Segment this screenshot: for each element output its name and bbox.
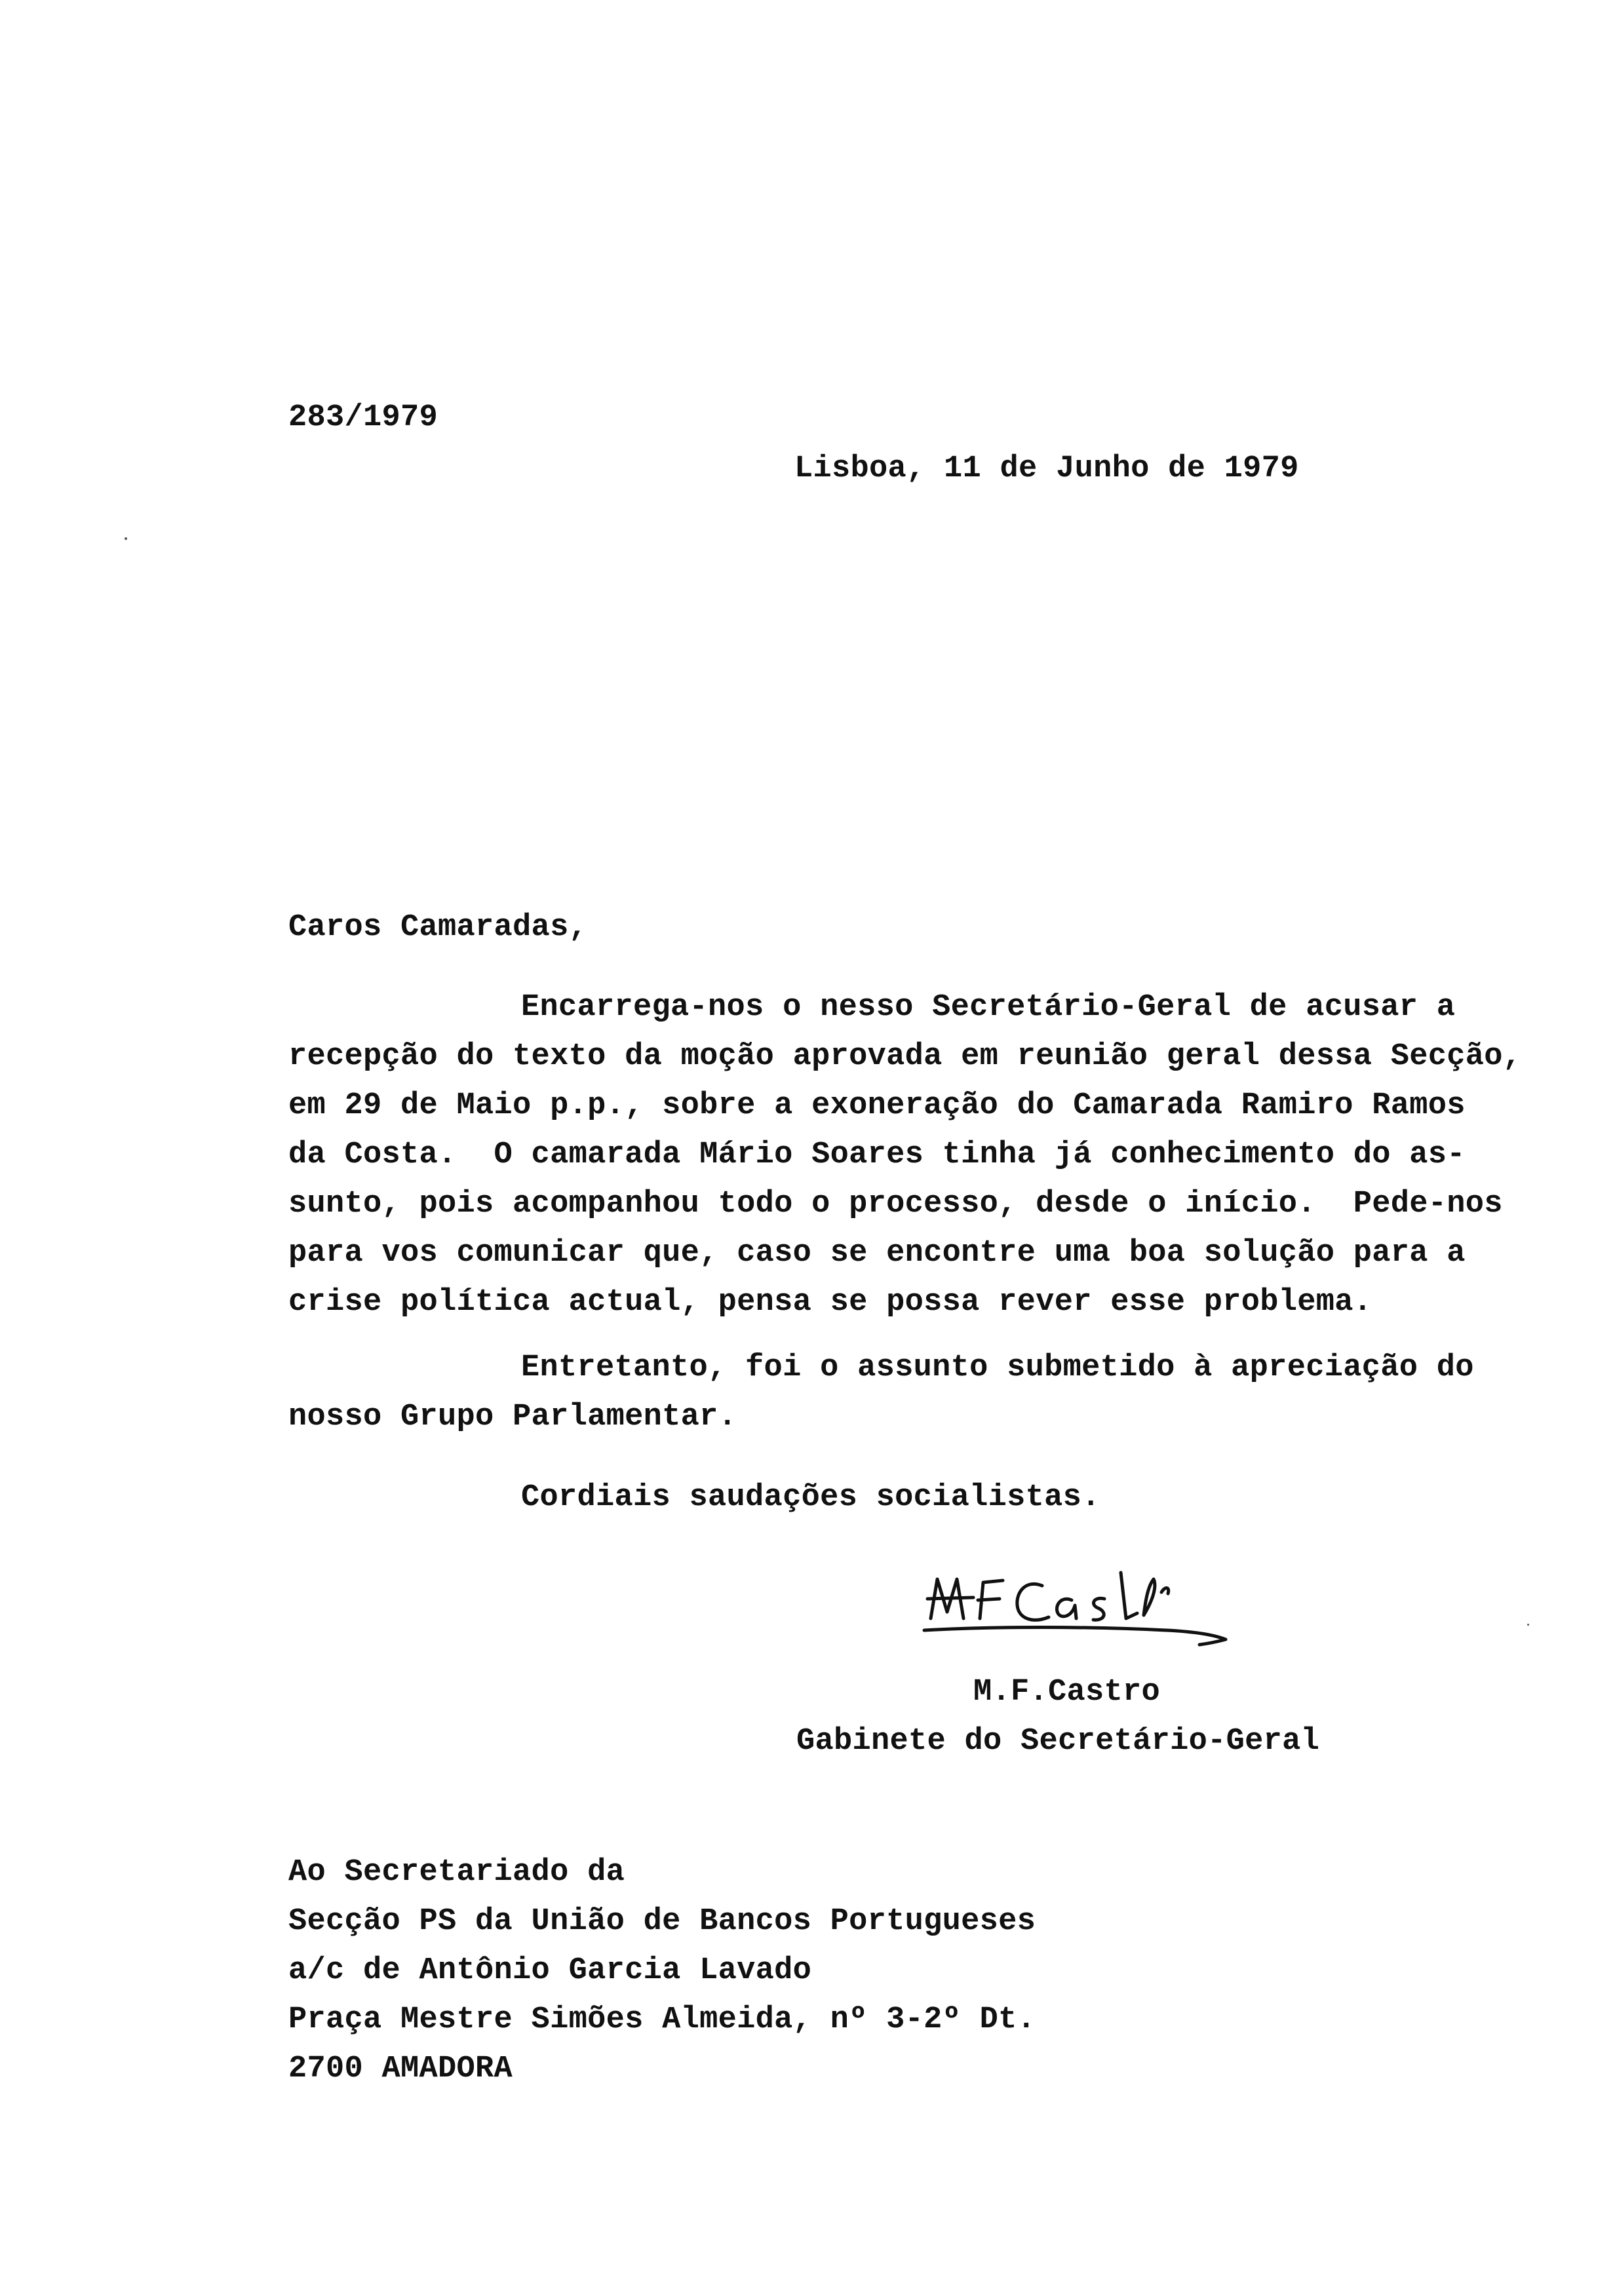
address-line-1: Ao Secretariado da	[288, 1855, 625, 1890]
salutation: Caros Camaradas,	[288, 910, 588, 945]
paragraph1-line-3: em 29 de Maio p.p., sobre a exoneração do Camarada Ramiro Ramos	[288, 1088, 1466, 1123]
address-line-2: Secção PS da União de Bancos Portugueses	[288, 1904, 1036, 1939]
reference-number: 283/1979	[288, 400, 438, 435]
signatory-title: Gabinete do Secretário-Geral	[796, 1724, 1320, 1759]
closing-line: Cordiais saudações socialistas.	[521, 1480, 1100, 1515]
paragraph1-line-1: Encarrega-nos o nesso Secretário-Geral de acusar a	[521, 990, 1456, 1025]
date-line: Lisboa, 11 de Junho de 1979	[794, 451, 1299, 486]
signatory-name: M.F.Castro	[973, 1675, 1161, 1710]
paragraph2-line-1: Entretanto, foi o assunto submetido à apreciação do	[521, 1350, 1474, 1385]
paragraph1-line-4: da Costa. O camarada Mário Soares tinha já conhecimento do as-	[288, 1138, 1466, 1172]
paragraph1-line-7: crise política actual, pensa se possa rever esse problema.	[288, 1285, 1372, 1320]
paragraph1-line-6: para vos comunicar que, caso se encontre uma boa solução para a	[288, 1236, 1466, 1271]
scan-speck	[1527, 1624, 1529, 1626]
scan-speck	[125, 537, 127, 540]
paragraph2-line-2: nosso Grupo Parlamentar.	[288, 1400, 737, 1434]
paragraph1-line-2: recepção do texto da moção aprovada em reunião geral dessa Secção,	[288, 1039, 1522, 1074]
address-line-3: a/c de Antônio Garcia Lavado	[288, 1953, 812, 1988]
address-line-5: 2700 AMADORA	[288, 2052, 513, 2086]
address-line-4: Praça Mestre Simões Almeida, nº 3-2º Dt.	[288, 2002, 1036, 2037]
handwritten-signature	[918, 1553, 1258, 1658]
paragraph1-line-5: sunto, pois acompanhou todo o processo, desde o início. Pede-nos	[288, 1187, 1503, 1221]
